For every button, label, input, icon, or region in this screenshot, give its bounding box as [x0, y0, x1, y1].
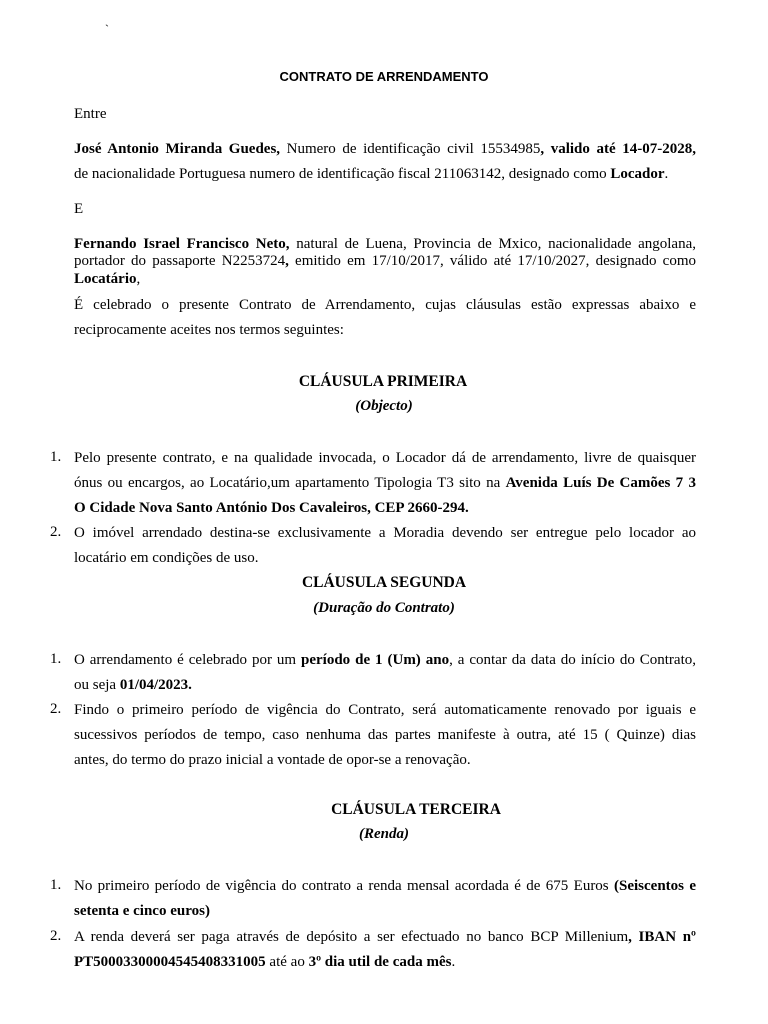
- party1-end: .: [664, 166, 669, 182]
- clause1-item1-line3: O Cidade Nova Santo António Dos Cavaleiros, CEP 2660-294.: [74, 500, 469, 516]
- clause2-item2-line1: Findo o primeiro período de vigência do Contrato, será automaticamente renovado por iguais e: [74, 702, 696, 718]
- party2-name: Fernando Israel Francisco Neto,: [74, 236, 290, 252]
- party2-passport: portador do passaporte N2253724: [74, 253, 286, 269]
- clause2-item1-number: 1.: [50, 651, 62, 667]
- clause2-subtitle: (Duração do Contrato): [313, 600, 455, 616]
- clause3-heading: CLÁUSULA TERCEIRA: [331, 801, 501, 818]
- clause3-item2-iban-label: , IBAN nº: [628, 929, 696, 945]
- clause2-item1-ou-seja: ou seja: [74, 677, 120, 693]
- stray-mark: `: [105, 22, 109, 36]
- clause2-item2-number: 2.: [50, 701, 62, 717]
- party2-line1: [74, 235, 696, 253]
- party2-line3: [74, 270, 696, 288]
- clause3-item2-number: 2.: [50, 928, 62, 944]
- party2-comma: ,: [285, 253, 289, 269]
- clause1-item1-address: Avenida Luís De Camões 7 3: [505, 475, 696, 491]
- intro-line2: reciprocamente aceites nos termos seguintes:: [74, 322, 344, 338]
- clause3-item1-number: 1.: [50, 877, 62, 893]
- party1-nationality: de nacionalidade Portuguesa numero de identificação fiscal 211063142, designado como: [74, 166, 611, 182]
- clause2-item1-text-c: , a contar da data do início do Contrato,: [449, 652, 697, 668]
- clause2-item1-period: período de 1 (Um) ano: [301, 652, 450, 668]
- clause3-item1-text: No primeiro período de vigência do contrato a renda mensal acordada é de 675 Euros: [74, 878, 614, 894]
- clause1-item1-line1: Pelo presente contrato, e na qualidade invocada, o Locador dá de arrendamento, livre de quaisquer: [74, 450, 696, 466]
- clause1-subtitle: (Objecto): [355, 398, 413, 414]
- clause2-item2-line2: sucessivos períodos de tempo, caso nenhuma das partes manifeste à outra, até 15 ( Quinze) dias: [74, 727, 696, 743]
- clause3-item2-line2: [74, 953, 696, 971]
- clause3-item2-line1: [74, 928, 696, 946]
- party1-line1: [74, 140, 696, 158]
- party2-origin: natural de Luena, Provincia de Mxico, nacionalidade angolana,: [289, 236, 696, 252]
- clause1-item2-line1: O imóvel arrendado destina-se exclusivamente a Moradia devendo ser entregue pelo locador ao: [74, 525, 696, 541]
- party1-name: José Antonio Miranda Guedes,: [74, 141, 281, 157]
- party1-line2: [74, 165, 696, 183]
- clause3-item2-due-day: 3º dia util de cada mês: [308, 954, 452, 970]
- clause1-item1-number: 1.: [50, 449, 62, 465]
- clause2-item1-line1: [74, 651, 696, 669]
- clause3-item2-iban: PT50003300004545408331005: [74, 954, 266, 970]
- clause3-item2-until: até ao: [265, 954, 309, 970]
- party1-valid: , valido até 14-07-2028,: [540, 141, 696, 157]
- clause3-item2-end: .: [451, 954, 456, 970]
- clause2-item1-line2: [74, 676, 696, 694]
- party2-role: Locatário: [74, 271, 137, 287]
- intro-line1: É celebrado o presente Contrato de Arrendamento, cujas cláusulas estão expressas abaixo e: [74, 297, 696, 313]
- party1-id: Numero de identificação civil 15534985: [280, 141, 541, 157]
- clause1-item2-line2: locatário em condições de uso.: [74, 550, 259, 566]
- party2-line2: [74, 252, 696, 270]
- clause2-item1-date: 01/04/2023.: [119, 677, 192, 693]
- party1-role: Locador: [610, 166, 665, 182]
- party2-dates: emitido em 17/10/2017, válido até 17/10/2027, designado como: [288, 253, 696, 269]
- clause1-heading: CLÁUSULA PRIMEIRA: [298, 373, 468, 390]
- e-label: E: [74, 201, 84, 217]
- entre-label: Entre: [74, 106, 107, 122]
- party2-end: ,: [136, 271, 141, 287]
- clause3-item1-line2: setenta e cinco euros): [74, 903, 210, 919]
- document-title: CONTRATO DE ARRENDAMENTO: [279, 69, 489, 84]
- clause2-item1-text-a: O arrendamento é celebrado por um: [74, 652, 302, 668]
- clause3-item1-line1: [74, 877, 696, 895]
- clause3-item2-text: A renda deverá ser paga através de depósito a ser efectuado no banco BCP Millenium: [74, 929, 629, 945]
- clause1-item1-line2: [74, 474, 696, 492]
- clause3-item1-amount-words: (Seiscentos e: [614, 878, 696, 894]
- clause2-item2-line3: antes, do termo do prazo inicial a vontade de opor-se a renovação.: [74, 752, 471, 768]
- clause2-heading: CLÁUSULA SEGUNDA: [301, 574, 467, 591]
- clause1-item1-text: ónus ou encargos, ao Locatário,um apartamento Tipologia T3 sito na: [74, 475, 506, 491]
- clause1-item2-number: 2.: [50, 524, 62, 540]
- clause3-subtitle: (Renda): [359, 826, 409, 842]
